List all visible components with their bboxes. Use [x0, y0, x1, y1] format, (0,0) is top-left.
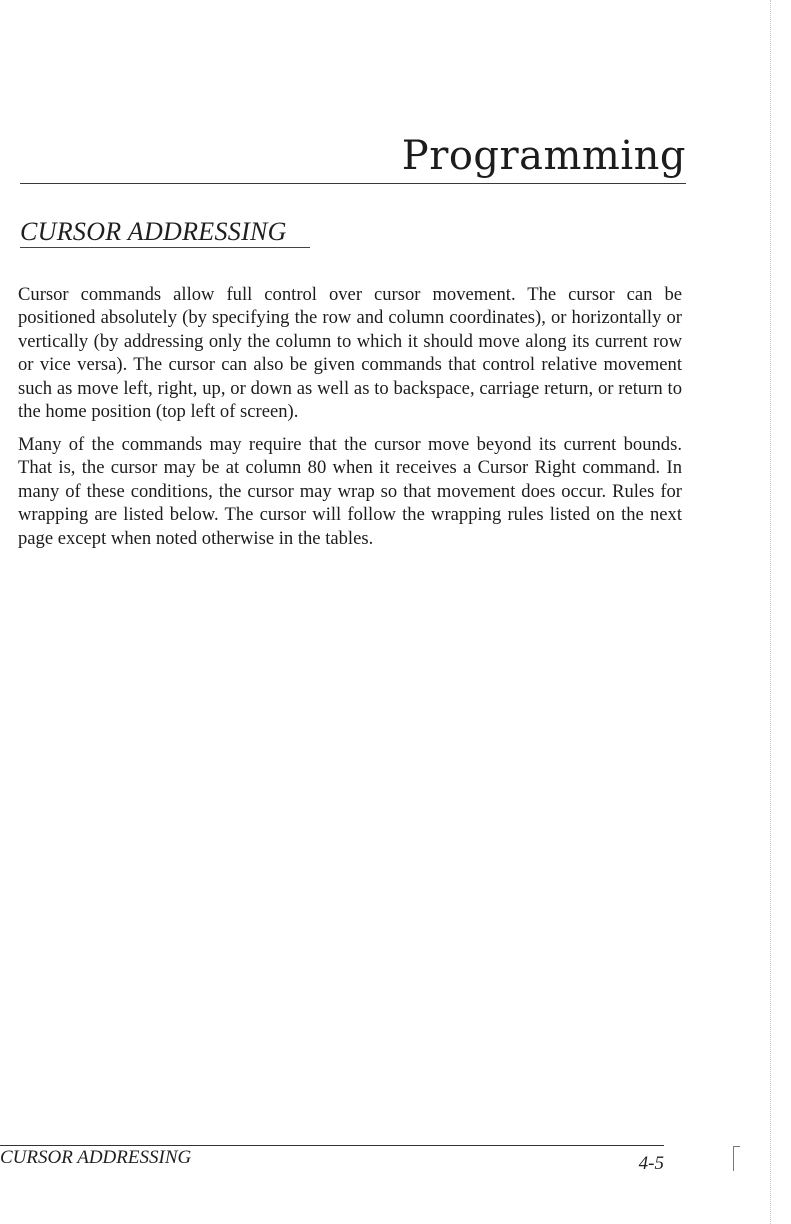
footer-section-label: CURSOR ADDRESSING: [0, 1147, 192, 1168]
chapter-title-rule: [20, 183, 686, 184]
body-paragraph-2: Many of the commands may require that the cursor move beyond its current bounds. That is, the cursor may be at column 80 when it receives a Cursor Right command. In many of these conditions, the cursor may wrap so that movement does occur. Rules for wrapping are listed below. The cursor will follow the wrapping rules listed on the next page except when noted otherwise in the tables.: [18, 434, 682, 549]
section-heading: CURSOR ADDRESSING: [20, 217, 287, 246]
chapter-title: Programming: [401, 133, 686, 179]
body-paragraph-1: Cursor commands allow full control over cursor movement. The cursor can be positioned absolutely (by specifying the row and column coordinates), or horizontally or vertically (by addressing only the column to which it should move along its current row or vice versa). The cursor can also be given commands that control relative movement such as move left, right, up, or down as well as to backspace, carriage return, or return to the home position (top left of screen).: [18, 284, 682, 423]
footer-page-number: 4-5: [638, 1153, 664, 1174]
section-heading-underline: [20, 247, 310, 248]
binding-mark: [733, 1146, 740, 1171]
page-binding-edge: [770, 0, 771, 1224]
